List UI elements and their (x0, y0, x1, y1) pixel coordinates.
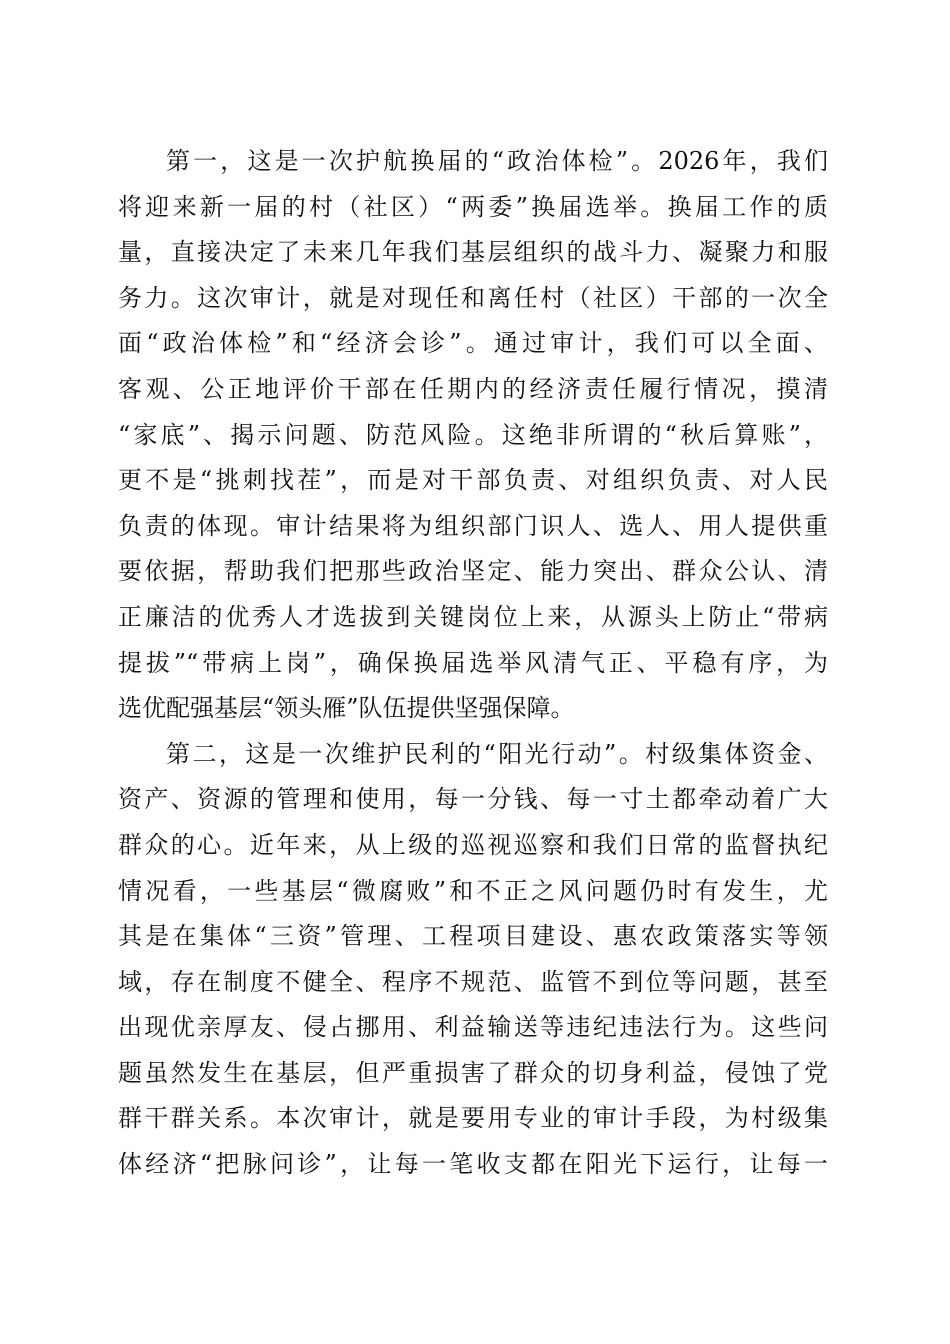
paragraph-line: 其是在集体“三资”管理、工程项目建设、惠农政策落实等领 (118, 922, 828, 951)
paragraph-line: 正廉洁的优秀人才选拔到关键岗位上来，从源头上防止“带病 (118, 602, 828, 631)
paragraph-line: 更不是“挑刺找茬”，而是对干部负责、对组织负责、对人民 (118, 466, 828, 495)
paragraph-line: 提拔”“带病上岗”，确保换届选举风清气正、平稳有序，为 (118, 648, 828, 677)
paragraph-line: 题虽然发生在基层，但严重损害了群众的切身利益，侵蚀了党 (118, 1058, 828, 1087)
paragraph-line: 群干群关系。本次审计，就是要用专业的审计手段，为村级集 (118, 1104, 828, 1133)
paragraph-line: 域，存在制度不健全、程序不规范、监管不到位等问题，甚至 (118, 967, 828, 996)
paragraph-line: 群众的心。近年来，从上级的巡视巡察和我们日常的监督执纪 (118, 830, 828, 859)
paragraph-line: 要依据，帮助我们把那些政治坚定、能力突出、群众公认、清 (118, 557, 828, 586)
document-body (118, 139, 828, 1188)
paragraph-line: 体经济“把脉问诊”，让每一笔收支都在阳光下运行，让每一 (118, 1150, 828, 1179)
paragraph-line: 客观、公正地评价干部在任期内的经济责任履行情况，摸清 (118, 374, 828, 403)
paragraph-line: “家底”、揭示问题、防范风险。这绝非所谓的“秋后算账”， (118, 420, 828, 449)
paragraph-line: 出现优亲厚友、侵占挪用、利益输送等违纪违法行为。这些问 (118, 1013, 828, 1042)
paragraph-first (118, 139, 828, 732)
paragraph-line: 务力。这次审计，就是对现任和离任村（社区）干部的一次全 (118, 283, 828, 312)
paragraph-line: 选优配强基层“领头雁”队伍提供坚强保障。 (118, 694, 575, 723)
paragraph-line: 量，直接决定了未来几年我们基层组织的战斗力、凝聚力和服 (118, 238, 828, 267)
paragraph-line: 负责的体现。审计结果将为组织部门识人、选人、用人提供重 (118, 511, 828, 540)
paragraph-line: 第二，这是一次维护民利的“阳光行动”。村级集体资金、 (166, 739, 828, 768)
paragraph-line: 面“政治体检”和“经济会诊”。通过审计，我们可以全面、 (118, 329, 828, 358)
paragraph-line: 将迎来新一届的村（社区）“两委”换届选举。换届工作的质 (118, 192, 828, 221)
paragraph-second (118, 732, 828, 1188)
paragraph-line: 第一，这是一次护航换届的“政治体检”。2026年，我们 (166, 147, 828, 175)
paragraph-line: 资产、资源的管理和使用，每一分钱、每一寸土都牵动着广大 (118, 785, 828, 814)
paragraph-line: 情况看，一些基层“微腐败”和不正之风问题仍时有发生，尤 (118, 876, 828, 905)
